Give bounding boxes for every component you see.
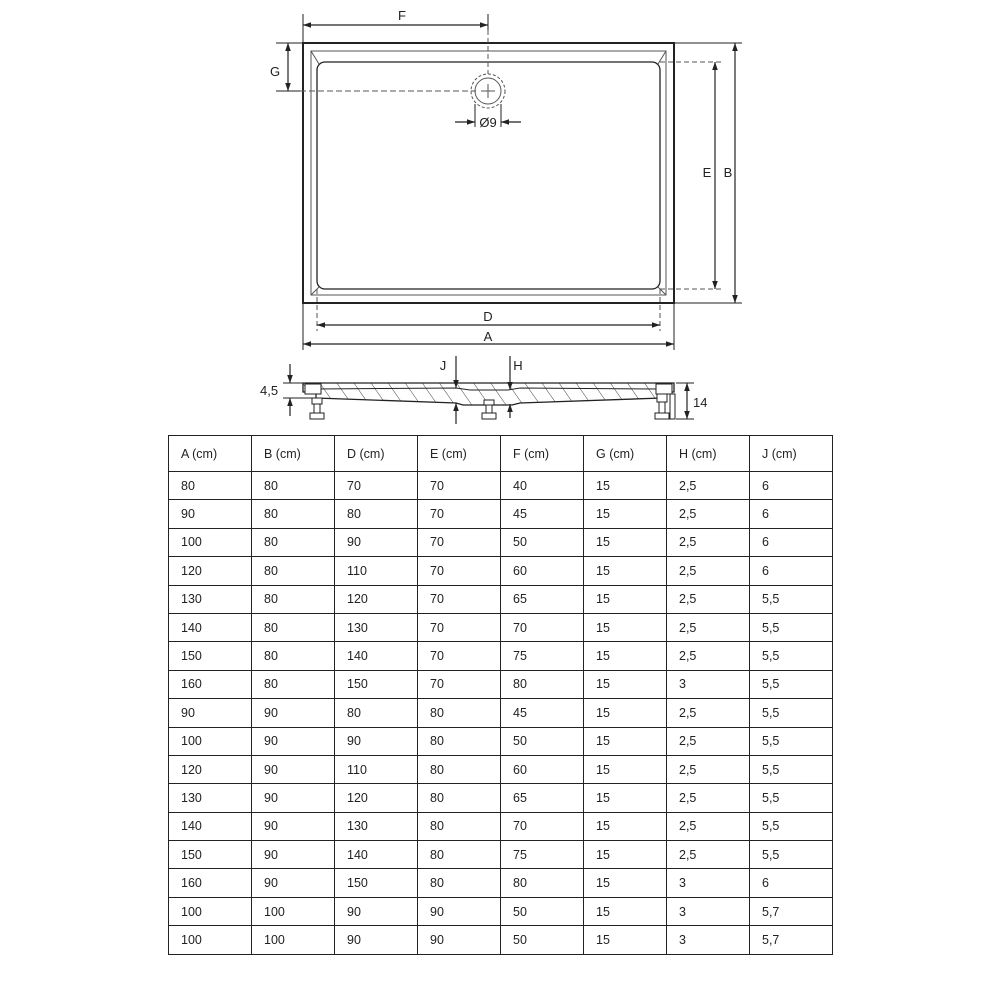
cell-b: 90 (252, 841, 335, 869)
leg-center (482, 400, 496, 419)
table-row (169, 784, 833, 812)
cell-b: 80 (252, 670, 335, 698)
label-j: J (439, 358, 447, 373)
cell-a: 130 (169, 585, 252, 613)
cell-a: 100 (169, 727, 252, 755)
table-row (169, 841, 833, 869)
header-b: B (cm) (252, 436, 335, 472)
cell-f: 80 (501, 670, 584, 698)
cell-a: 90 (169, 699, 252, 727)
cell-a: 140 (169, 812, 252, 840)
cell-h: 2,5 (667, 755, 750, 783)
cell-f: 50 (501, 897, 584, 925)
cell-j: 5,5 (750, 642, 833, 670)
header-f: F (cm) (501, 436, 584, 472)
cell-e: 70 (418, 642, 501, 670)
cell-h: 2,5 (667, 528, 750, 556)
cell-b: 80 (252, 642, 335, 670)
table-row (169, 585, 833, 613)
cell-h: 3 (667, 869, 750, 897)
label-height: 14 (693, 395, 708, 410)
cell-h: 2,5 (667, 557, 750, 585)
cell-a: 100 (169, 926, 252, 954)
cell-j: 6 (750, 472, 833, 500)
cell-g: 15 (584, 670, 667, 698)
label-g: G (270, 64, 281, 79)
table-body (169, 472, 833, 955)
cell-d: 120 (335, 784, 418, 812)
cell-d: 110 (335, 557, 418, 585)
cell-g: 15 (584, 557, 667, 585)
cell-g: 15 (584, 528, 667, 556)
cell-b: 80 (252, 585, 335, 613)
cell-f: 75 (501, 841, 584, 869)
cell-b: 90 (252, 869, 335, 897)
cell-h: 2,5 (667, 613, 750, 641)
cell-g: 15 (584, 642, 667, 670)
table-row (169, 500, 833, 528)
cell-g: 15 (584, 784, 667, 812)
label-e: E (702, 165, 712, 180)
table-row (169, 869, 833, 897)
cell-d: 70 (335, 472, 418, 500)
label-a: A (483, 329, 493, 344)
cell-e: 80 (418, 812, 501, 840)
cell-f: 45 (501, 500, 584, 528)
cell-b: 100 (252, 926, 335, 954)
cell-e: 70 (418, 557, 501, 585)
cell-j: 5,5 (750, 585, 833, 613)
cell-e: 80 (418, 699, 501, 727)
cell-j: 6 (750, 500, 833, 528)
cell-h: 3 (667, 897, 750, 925)
header-g: G (cm) (584, 436, 667, 472)
cell-g: 15 (584, 812, 667, 840)
label-f: F (398, 8, 406, 23)
cell-e: 70 (418, 670, 501, 698)
cell-j: 5,5 (750, 613, 833, 641)
cell-a: 100 (169, 528, 252, 556)
cell-a: 130 (169, 784, 252, 812)
dimension-height (676, 383, 707, 419)
table-row (169, 472, 833, 500)
label-depth: 4,5 (260, 383, 279, 398)
label-b: B (723, 165, 733, 180)
cell-j: 6 (750, 869, 833, 897)
cell-d: 80 (335, 500, 418, 528)
cell-d: 130 (335, 812, 418, 840)
table-row (169, 670, 833, 698)
table-header-row (169, 436, 833, 472)
cell-h: 3 (667, 670, 750, 698)
leg-left (310, 398, 324, 419)
cell-d: 120 (335, 585, 418, 613)
cell-j: 6 (750, 557, 833, 585)
cell-a: 160 (169, 869, 252, 897)
label-d: D (483, 309, 493, 324)
cell-b: 80 (252, 613, 335, 641)
cell-h: 2,5 (667, 699, 750, 727)
cell-j: 5,5 (750, 784, 833, 812)
cell-d: 140 (335, 841, 418, 869)
cell-g: 15 (584, 869, 667, 897)
cell-j: 5,7 (750, 897, 833, 925)
cell-a: 160 (169, 670, 252, 698)
top-view (270, 8, 742, 350)
header-d: D (cm) (335, 436, 418, 472)
cell-a: 140 (169, 613, 252, 641)
table-row (169, 699, 833, 727)
dimensions-table (168, 435, 833, 955)
table-row (169, 812, 833, 840)
cell-d: 90 (335, 528, 418, 556)
cell-b: 90 (252, 784, 335, 812)
cell-h: 2,5 (667, 585, 750, 613)
cell-j: 5,5 (750, 812, 833, 840)
cell-g: 15 (584, 897, 667, 925)
cell-b: 80 (252, 557, 335, 585)
cell-e: 70 (418, 585, 501, 613)
cell-b: 90 (252, 699, 335, 727)
technical-drawing (0, 0, 1000, 435)
cell-e: 80 (418, 755, 501, 783)
cell-b: 90 (252, 755, 335, 783)
cell-g: 15 (584, 926, 667, 954)
cell-e: 70 (418, 613, 501, 641)
cell-b: 90 (252, 727, 335, 755)
cell-d: 110 (335, 755, 418, 783)
cell-h: 2,5 (667, 812, 750, 840)
cell-g: 15 (584, 841, 667, 869)
table-row (169, 755, 833, 783)
cell-j: 5,7 (750, 926, 833, 954)
cell-h: 2,5 (667, 500, 750, 528)
cell-j: 6 (750, 528, 833, 556)
cell-j: 5,5 (750, 841, 833, 869)
leg-right (655, 394, 675, 419)
cell-f: 40 (501, 472, 584, 500)
cell-g: 15 (584, 472, 667, 500)
cell-d: 80 (335, 699, 418, 727)
cell-b: 80 (252, 472, 335, 500)
cell-g: 15 (584, 755, 667, 783)
cell-g: 15 (584, 613, 667, 641)
tray-outer-outline (303, 43, 674, 303)
header-h: H (cm) (667, 436, 750, 472)
header-j: J (cm) (750, 436, 833, 472)
cell-f: 50 (501, 528, 584, 556)
cell-a: 120 (169, 557, 252, 585)
cell-a: 90 (169, 500, 252, 528)
table-row (169, 528, 833, 556)
cell-d: 140 (335, 642, 418, 670)
cell-b: 100 (252, 897, 335, 925)
cell-j: 5,5 (750, 670, 833, 698)
cell-f: 50 (501, 926, 584, 954)
table-row (169, 557, 833, 585)
cell-j: 5,5 (750, 727, 833, 755)
label-drain: Ø9 (479, 115, 497, 130)
cell-f: 50 (501, 727, 584, 755)
label-h: H (513, 358, 523, 373)
table-row (169, 642, 833, 670)
cell-f: 70 (501, 613, 584, 641)
cell-j: 5,5 (750, 755, 833, 783)
cell-h: 2,5 (667, 727, 750, 755)
cell-d: 90 (335, 926, 418, 954)
cell-f: 45 (501, 699, 584, 727)
cell-e: 70 (418, 472, 501, 500)
table-row (169, 926, 833, 954)
cell-e: 70 (418, 500, 501, 528)
cell-a: 150 (169, 841, 252, 869)
cell-g: 15 (584, 500, 667, 528)
cell-f: 65 (501, 585, 584, 613)
cell-h: 3 (667, 926, 750, 954)
cell-d: 130 (335, 613, 418, 641)
cell-g: 15 (584, 727, 667, 755)
cell-f: 60 (501, 557, 584, 585)
cell-d: 90 (335, 727, 418, 755)
header-e: E (cm) (418, 436, 501, 472)
cell-g: 15 (584, 699, 667, 727)
cell-e: 80 (418, 784, 501, 812)
cell-d: 150 (335, 670, 418, 698)
table-row (169, 613, 833, 641)
cell-a: 150 (169, 642, 252, 670)
cell-f: 80 (501, 869, 584, 897)
cell-d: 90 (335, 897, 418, 925)
cell-h: 2,5 (667, 784, 750, 812)
side-section-view (260, 356, 707, 424)
cell-e: 80 (418, 841, 501, 869)
cell-a: 120 (169, 755, 252, 783)
cell-e: 70 (418, 528, 501, 556)
cell-e: 80 (418, 727, 501, 755)
cell-f: 65 (501, 784, 584, 812)
cell-b: 80 (252, 528, 335, 556)
cell-d: 150 (335, 869, 418, 897)
cell-h: 2,5 (667, 841, 750, 869)
cell-h: 2,5 (667, 472, 750, 500)
table-row (169, 897, 833, 925)
cell-a: 80 (169, 472, 252, 500)
cell-f: 70 (501, 812, 584, 840)
cell-b: 90 (252, 812, 335, 840)
cell-e: 90 (418, 926, 501, 954)
cell-b: 80 (252, 500, 335, 528)
cell-j: 5,5 (750, 699, 833, 727)
cell-g: 15 (584, 585, 667, 613)
cell-h: 2,5 (667, 642, 750, 670)
cell-e: 80 (418, 869, 501, 897)
cell-e: 90 (418, 897, 501, 925)
cell-a: 100 (169, 897, 252, 925)
header-a: A (cm) (169, 436, 252, 472)
cell-f: 75 (501, 642, 584, 670)
table-row (169, 727, 833, 755)
cell-f: 60 (501, 755, 584, 783)
